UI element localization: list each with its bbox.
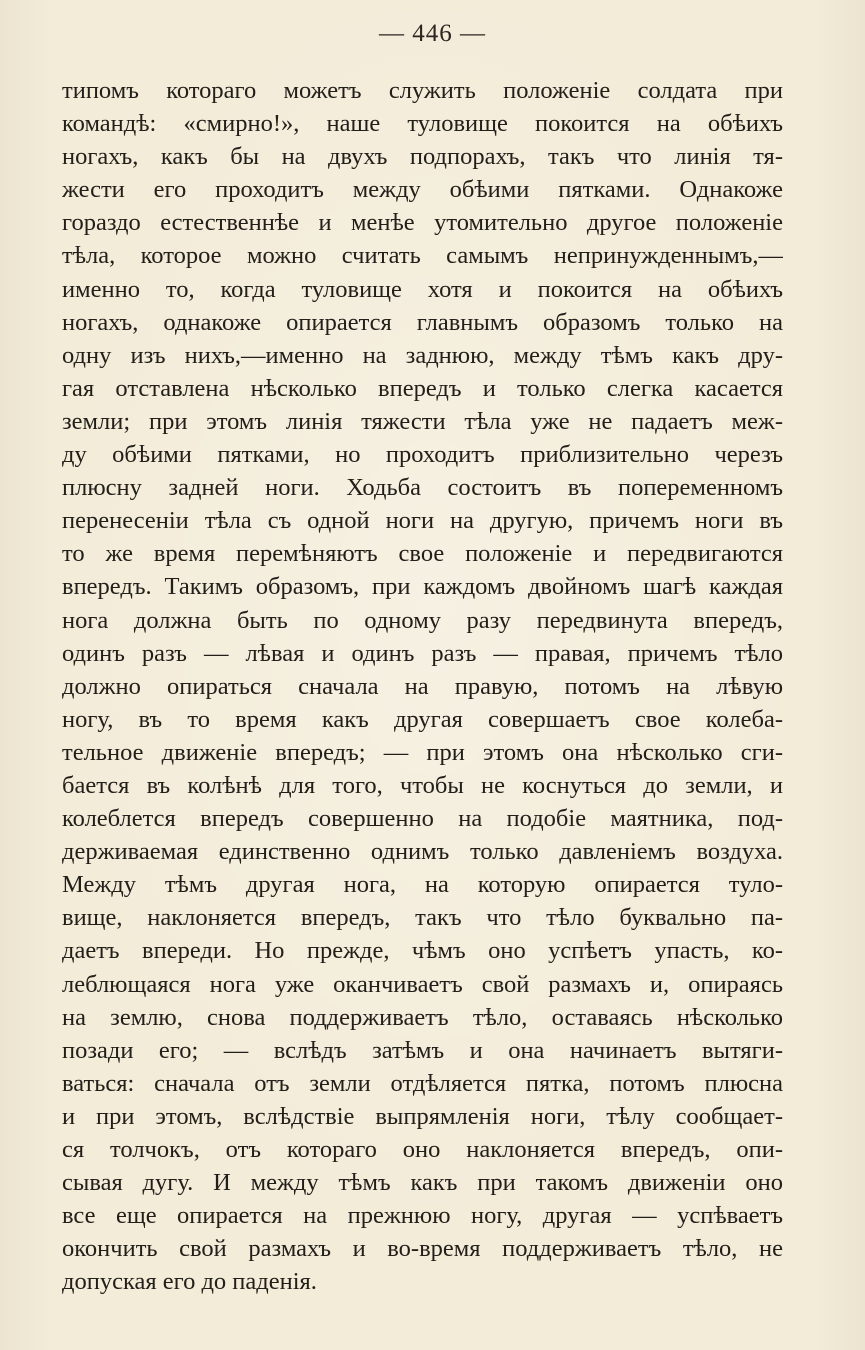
text-line: и при этомъ, вслѣдствіе выпрямленія ноги, тѣлу сообщает-: [62, 1102, 783, 1130]
text-line: сывая дугу. И между тѣмъ какъ при такомъ движеніи оно: [62, 1169, 783, 1197]
text-line: перенесеніи тѣла съ одной ноги на другую, причемъ ноги въ: [62, 507, 783, 535]
text-line: колеблется впередъ совершенно на подобіе маятника, под-: [62, 805, 783, 833]
text-line: именно то, когда туловище хотя и покоится на обѣихъ: [62, 275, 783, 303]
text-line: тельное движеніе впередъ; — при этомъ она нѣсколько сги-: [62, 738, 783, 766]
text-line: бается въ колѣнѣ для того, чтобы не коснуться до земли, и: [62, 771, 783, 799]
text-line: держиваемая единственно однимъ только давленіемъ воздуха.: [62, 838, 783, 866]
text-line: ся толчокъ, отъ котораго оно наклоняется впередъ, опи-: [62, 1136, 783, 1163]
text-line: командѣ: «смирно!», наше туловище покоится на обѣихъ: [62, 110, 783, 138]
text-line: вище, наклоняется впередъ, такъ что тѣло буквально па-: [62, 904, 783, 932]
text-line: ногахъ, однакоже опирается главнымъ образомъ только на: [62, 308, 783, 336]
text-line: тѣла, которое можно считать самымъ непринужденнымъ,—: [62, 242, 783, 270]
text-line: все еще опирается на прежнюю ногу, другая — успѣваетъ: [62, 1202, 783, 1230]
text-line: ду обѣими пятками, но проходитъ приблизительно черезъ: [62, 441, 783, 469]
text-line: одинъ разъ — лѣвая и одинъ разъ — правая, причемъ тѣло: [62, 639, 783, 667]
text-line: на землю, снова поддерживаетъ тѣло, оставаясь нѣсколько: [62, 1003, 783, 1031]
text-line: гая отставлена нѣсколько впередъ и только слегка касается: [62, 374, 783, 402]
text-line: должно опираться сначала на правую, потомъ на лѣвую: [62, 672, 783, 700]
text-line: допуская его до паденія.: [62, 1268, 317, 1296]
text-line: ногахъ, какъ бы на двухъ подпорахъ, такъ что линія тя-: [62, 143, 783, 171]
text-line: ваться: сначала отъ земли отдѣляется пятка, потомъ плюсна: [62, 1069, 783, 1097]
text-line: то же время перемѣняютъ свое положеніе и передвигаются: [62, 540, 783, 568]
text-line: позади его; — вслѣдъ затѣмъ и она начинаетъ вытяги-: [62, 1036, 783, 1064]
text-line: земли; при этомъ линія тяжести тѣла уже не падаетъ меж-: [62, 407, 783, 435]
text-line: впередъ. Такимъ образомъ, при каждомъ двойномъ шагѣ каждая: [62, 573, 783, 601]
text-line: жести его проходитъ между обѣими пятками. Однакоже: [62, 176, 783, 204]
body-text: [62, 74, 783, 1298]
text-line: даетъ впереди. Но прежде, чѣмъ оно успѣетъ упасть, ко-: [62, 937, 783, 965]
text-line: леблющаяся нога уже оканчиваетъ свой размахъ и, опираясь: [62, 970, 783, 998]
text-line: гораздо естественнѣе и менѣе утомительно другое положеніе: [62, 209, 783, 237]
text-line: Между тѣмъ другая нога, на которую опирается туло-: [62, 871, 783, 899]
text-line: окончить свой размахъ и во-время поддерживаетъ тѣло, не: [62, 1235, 783, 1263]
text-line: одну изъ нихъ,—именно на заднюю, между тѣмъ какъ дру-: [62, 341, 783, 369]
text-line: нога должна быть по одному разу передвинута впередъ,: [62, 606, 783, 634]
text-line: типомъ котораго можетъ служить положеніе солдата при: [62, 77, 783, 104]
page-number: — 446 —: [379, 20, 486, 47]
text-line: ногу, въ то время какъ другая совершаетъ свое колеба-: [62, 705, 783, 733]
text-line: плюсну задней ноги. Ходьба состоитъ въ попеременномъ: [62, 474, 783, 502]
